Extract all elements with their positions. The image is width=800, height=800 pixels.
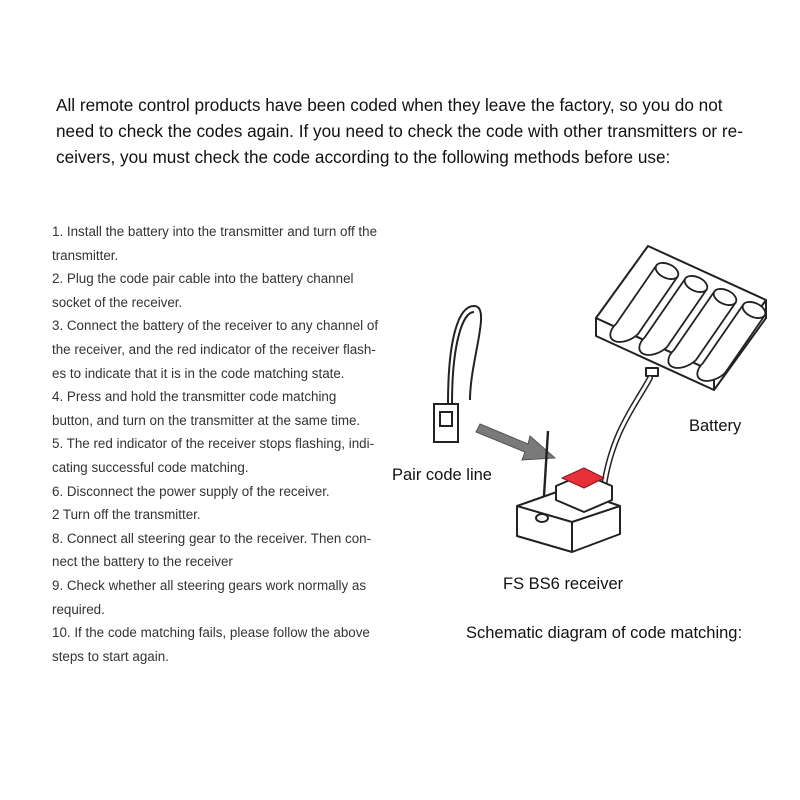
receiver-label: FS BS6 receiver	[503, 575, 624, 593]
step-line: 10. If the code matching fails, please follow the above	[52, 625, 370, 641]
battery-pack-illustration	[596, 246, 768, 390]
battery-lead-wire	[604, 378, 650, 486]
step-line: 6. Disconnect the power supply of the receiver.	[52, 483, 330, 499]
step-line: the receiver, and the red indicator of the receiver flash-	[52, 341, 376, 357]
intro-line-1: All remote control products have been coded when they leave the factory, so you do not	[56, 95, 723, 115]
step-line: steps to start again.	[52, 648, 169, 664]
step-line: transmitter.	[52, 247, 119, 263]
direction-arrow	[476, 424, 555, 460]
diagram-caption: Schematic diagram of code matching:	[466, 624, 743, 642]
step-line: 9. Check whether all steering gears work normally as	[52, 577, 367, 593]
battery-label: Battery	[689, 417, 742, 435]
pair-code-line-label: Pair code line	[392, 466, 492, 484]
step-line: button, and turn on the transmitter at the same time.	[52, 412, 361, 428]
intro-line-3: ceivers, you must check the code according to the following methods before use:	[56, 147, 671, 167]
step-line: 2. Plug the code pair cable into the battery channel	[52, 271, 354, 287]
step-line: required.	[52, 601, 105, 617]
intro-paragraph	[56, 92, 756, 170]
step-line: es to indicate that it is in the code matching state.	[52, 365, 345, 381]
step-line: socket of the receiver.	[52, 294, 183, 310]
steps-list	[52, 220, 422, 668]
pair-code-line-illustration	[434, 306, 481, 442]
step-line: cating successful code matching.	[52, 459, 249, 475]
step-line: 1. Install the battery into the transmitter and turn off the	[52, 224, 378, 239]
step-line: nect the battery to the receiver	[52, 554, 233, 570]
step-line: 8. Connect all steering gear to the receiver. Then con-	[52, 530, 372, 546]
step-line: 5. The red indicator of the receiver stops flashing, indi-	[52, 436, 375, 452]
step-line: 2 Turn off the transmitter.	[52, 507, 201, 523]
step-line: 3. Connect the battery of the receiver to any channel of	[52, 318, 379, 334]
step-line: 4. Press and hold the transmitter code matching	[52, 389, 337, 405]
intro-line-2: need to check the codes again. If you need to check the code with other transmitters or re-	[56, 121, 743, 141]
